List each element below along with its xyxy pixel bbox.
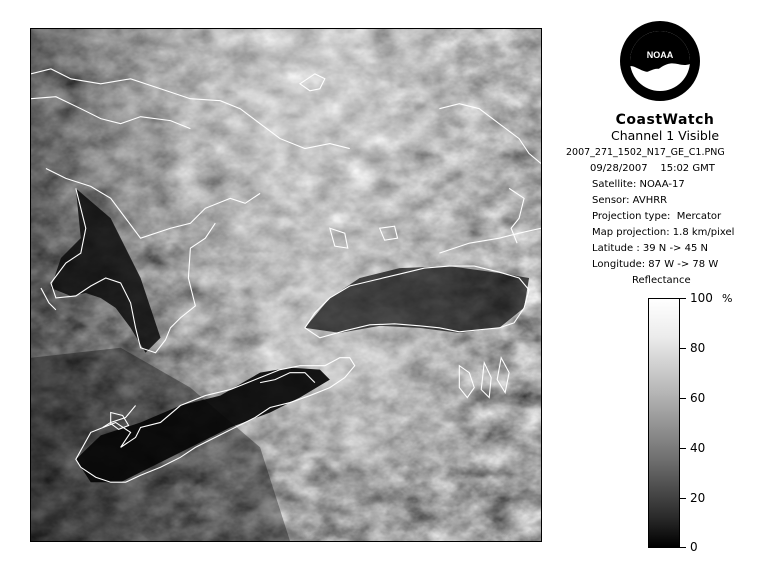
acquisition-datetime: 09/28/2007 15:02 GMT	[590, 163, 715, 174]
coastwatch-title: CoastWatch	[615, 112, 715, 128]
colorbar-tick	[680, 547, 686, 548]
sensor-label: Sensor: AVHRR	[592, 195, 668, 206]
colorbar-tick	[680, 498, 686, 499]
noaa-logo-text: NOAA	[646, 50, 674, 60]
colorbar-tick	[680, 398, 686, 399]
satellite-image	[30, 28, 542, 542]
filename: 2007_271_1502_N17_GE_C1.PNG	[566, 147, 725, 158]
colorbar-tick	[680, 448, 686, 449]
reflectance-colorbar	[648, 298, 680, 548]
channel-label: Channel 1 Visible	[610, 128, 720, 143]
latitude-label: Latitude : 39 N -> 45 N	[592, 243, 708, 254]
colorbar-tick	[680, 298, 686, 299]
map-projection-label: Map projection: 1.8 km/pixel	[592, 227, 735, 238]
colorbar-tick	[680, 348, 686, 349]
colorbar-tick-label: 80	[690, 341, 706, 355]
colorbar-tick-label: 0	[690, 540, 698, 554]
longitude-label: Longitude: 87 W -> 78 W	[592, 259, 719, 270]
colorbar-title: Reflectance	[632, 275, 691, 286]
colorbar-tick-label: 60	[690, 391, 706, 405]
colorbar-tick-label: 20	[690, 491, 706, 505]
noaa-logo	[619, 18, 701, 104]
colorbar-unit: %	[722, 292, 733, 305]
satellite-label: Satellite: NOAA-17	[592, 179, 685, 190]
colorbar-tick-label: 40	[690, 441, 706, 455]
projection-type-label: Projection type: Mercator	[592, 211, 722, 222]
colorbar-tick-label: 100	[690, 291, 713, 305]
